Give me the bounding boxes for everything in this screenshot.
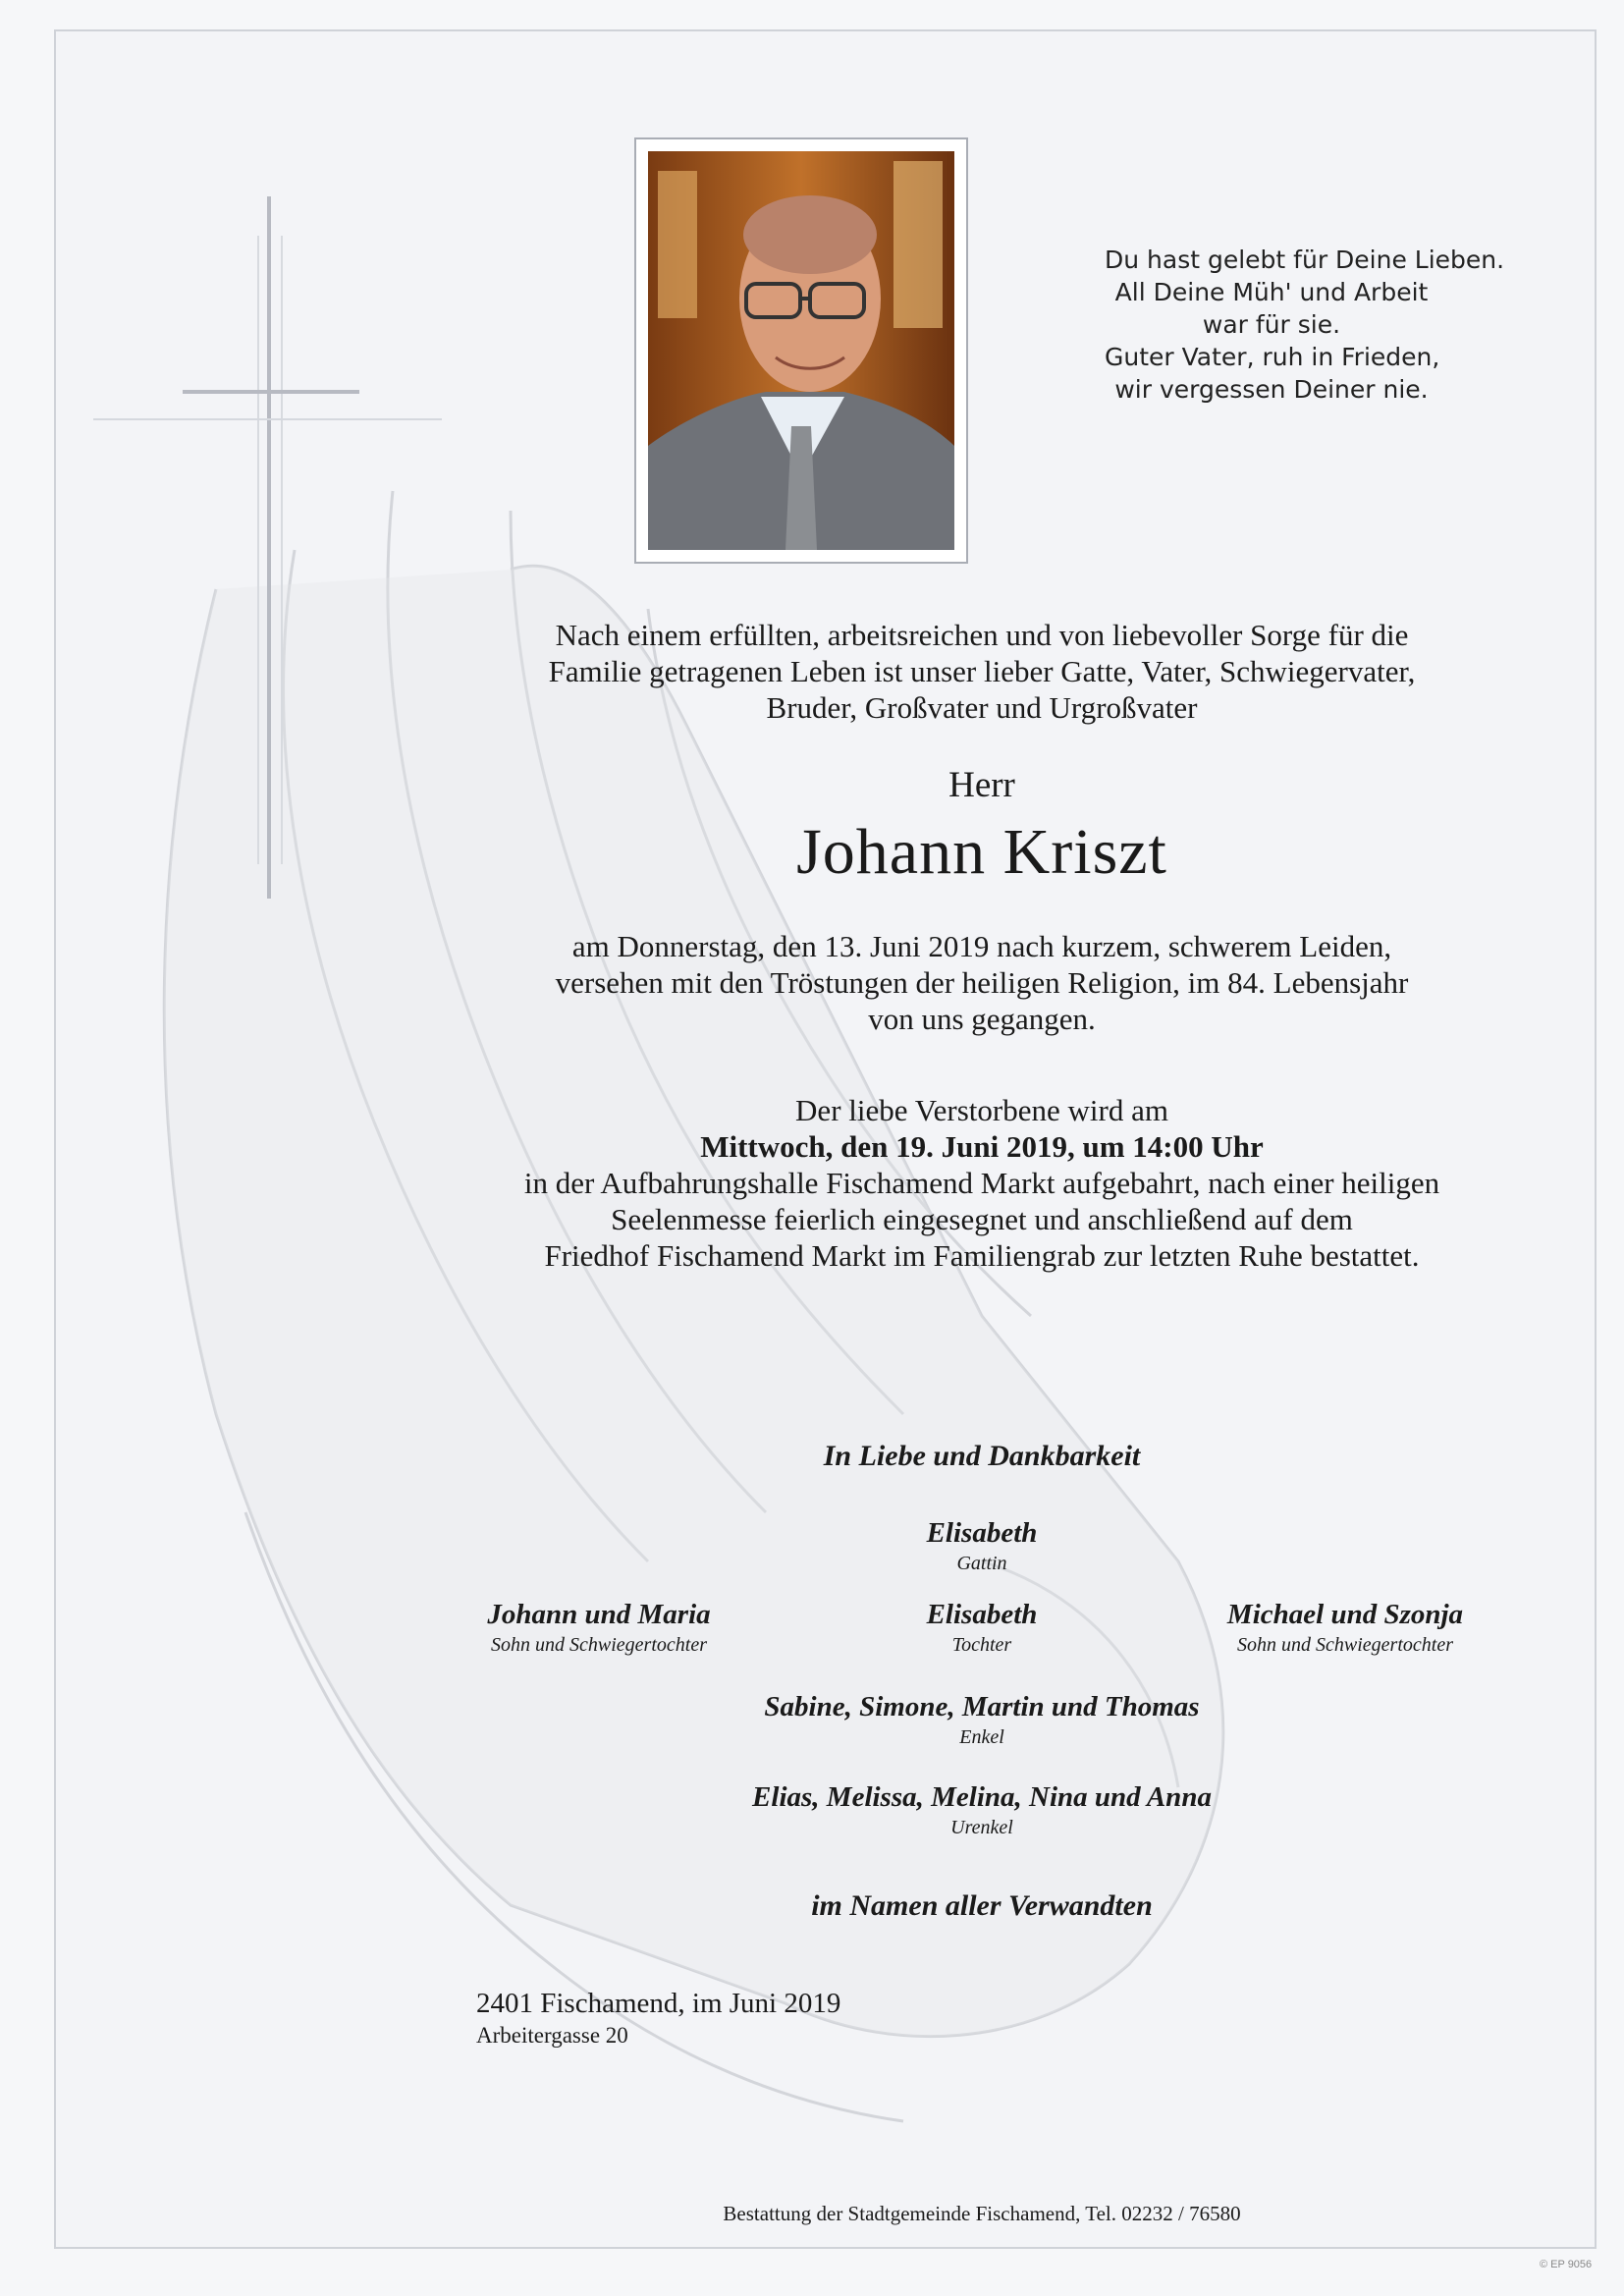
mourner-name: Johann und Maria — [487, 1599, 711, 1630]
mourner-relation: Sohn und Schwiegertochter — [1237, 1634, 1453, 1656]
mourner-name: Michael und Szonja — [1226, 1599, 1464, 1630]
funeral-date: Mittwoch, den 19. Juni 2019, um 14:00 Uhr — [700, 1129, 1264, 1164]
closing-heading: In Liebe und Dankbarkeit — [823, 1440, 1141, 1472]
mourner-daughter — [776, 1599, 1188, 1657]
mourner-son-right — [1139, 1599, 1551, 1657]
portrait-photo — [648, 151, 954, 550]
place-date: 2401 Fischamend, im Juni 2019 — [476, 1988, 841, 2019]
mourner-name: Elisabeth — [926, 1517, 1038, 1549]
funeral-notice — [422, 1092, 1542, 1274]
intro-text — [422, 617, 1542, 726]
mourner-name: Sabine, Simone, Martin und Thomas — [764, 1691, 1200, 1722]
poem-line: wir vergessen Deiner nie. — [1114, 375, 1429, 404]
funeral-line: in der Aufbahrungshalle Fischamend Markt aufgebahrt, nach einer heiligen — [523, 1166, 1440, 1200]
funeral-line: Friedhof Fischamend Markt im Familiengrab zur letzten Ruhe bestattet. — [544, 1238, 1420, 1273]
funeral-intro: Der liebe Verstorbene wird am — [795, 1093, 1168, 1127]
mourner-great-grandchildren — [677, 1781, 1286, 1839]
death-line: am Donnerstag, den 13. Juni 2019 nach kurzem, schwerem Leiden, — [571, 929, 1392, 963]
death-notice — [422, 928, 1542, 1037]
memorial-poem — [1105, 244, 1505, 406]
mourner-relation: Enkel — [959, 1726, 1004, 1748]
mourner-son-left — [393, 1599, 805, 1657]
intro-line: Familie getragenen Leben ist unser lieber Gatte, Vater, Schwiegervater, — [548, 654, 1416, 688]
poem-line: war für sie. — [1202, 310, 1341, 339]
poem-line: Guter Vater, ruh in Frieden, — [1105, 343, 1440, 371]
mourner-relation: Gattin — [956, 1553, 1007, 1574]
mourner-relation: Tochter — [951, 1634, 1012, 1656]
death-line: versehen mit den Tröstungen der heiligen Religion, im 84. Lebensjahr — [555, 965, 1409, 1000]
mourner-grandchildren — [677, 1691, 1286, 1749]
portrait-frame — [634, 137, 968, 564]
poem-line: Du hast gelebt für Deine Lieben. — [1105, 246, 1505, 274]
funeral-line: Seelenmesse feierlich eingesegnet und anschließend auf dem — [611, 1202, 1353, 1236]
mourner-name: Elisabeth — [926, 1599, 1038, 1630]
intro-line: Nach einem erfüllten, arbeitsreichen und von liebevoller Sorge für die — [555, 618, 1409, 652]
intro-line: Bruder, Großvater und Urgroßvater — [766, 690, 1198, 725]
mourner-relation: Urenkel — [950, 1817, 1013, 1838]
undertaker-footer: Bestattung der Stadtgemeinde Fischamend, Tel. 02232 / 76580 — [723, 2202, 1241, 2225]
mourner-name: Elias, Melissa, Melina, Nina und Anna — [752, 1781, 1212, 1813]
mourner-wife — [776, 1517, 1188, 1575]
deceased-name: Johann Kriszt — [796, 816, 1167, 888]
poem-line: All Deine Müh' und Arbeit — [1114, 278, 1429, 306]
salutation: Herr — [948, 765, 1015, 805]
print-code: © EP 9056 — [1540, 2259, 1593, 2270]
death-line: von uns gegangen. — [868, 1002, 1096, 1036]
mourner-relation: Sohn und Schwiegertochter — [491, 1634, 707, 1656]
all-relatives: im Namen aller Verwandten — [811, 1889, 1153, 1922]
street-address: Arbeitergasse 20 — [476, 2023, 628, 2048]
